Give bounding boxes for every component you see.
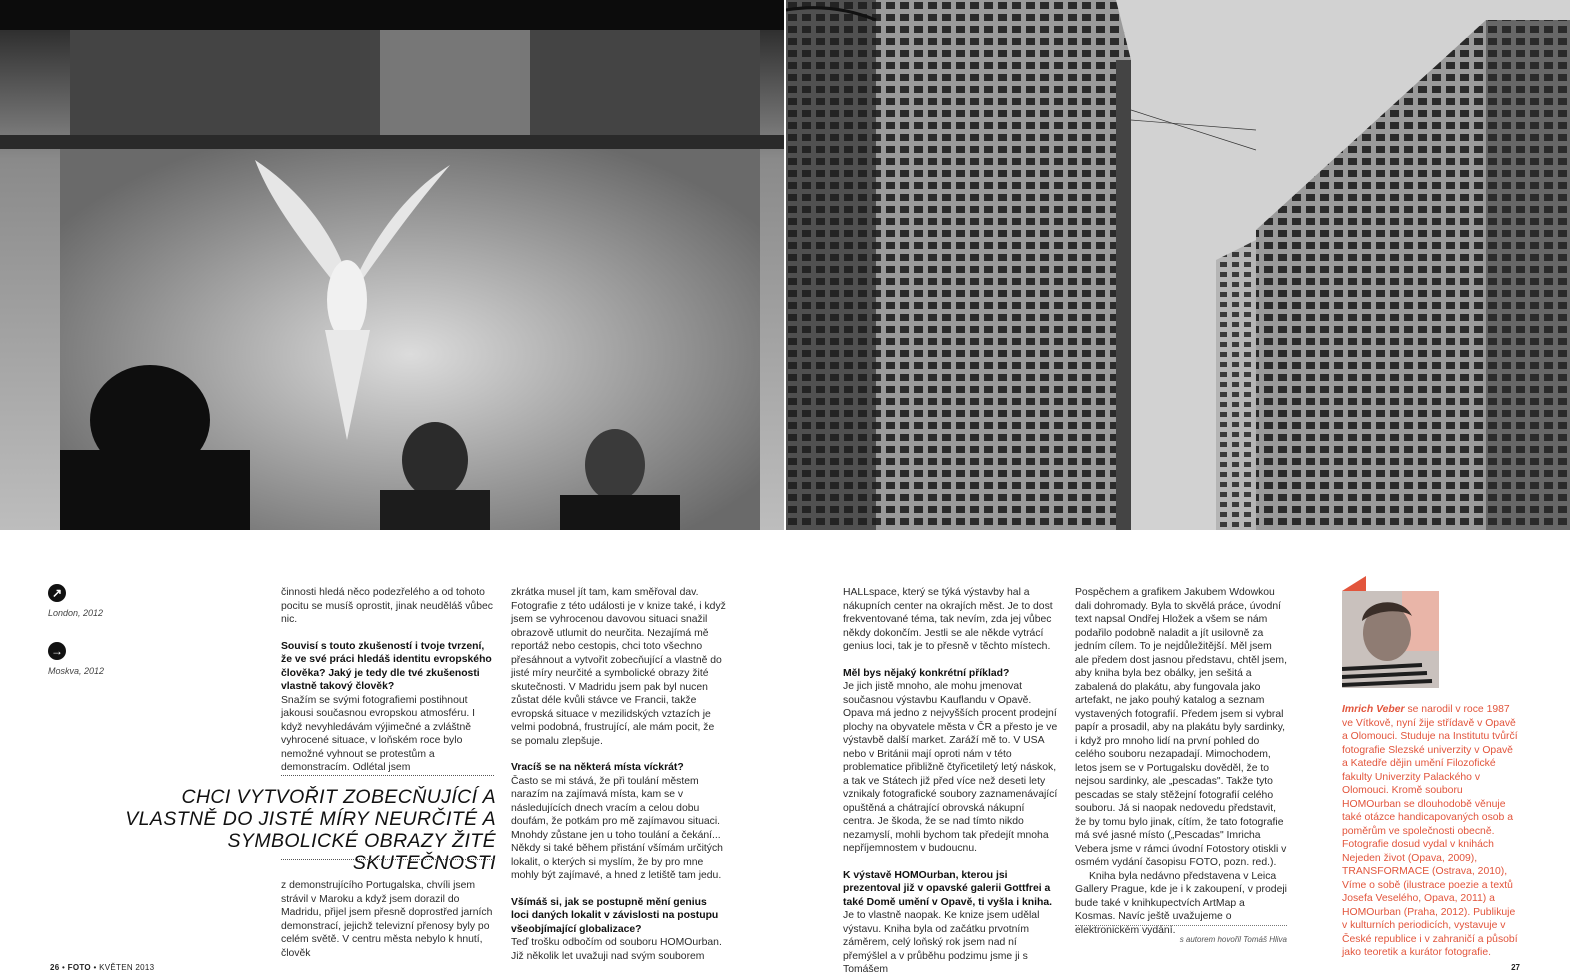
issue-label: KVĚTEN 2013 <box>99 963 155 972</box>
arrow-up-right-icon: ↗ <box>48 584 66 602</box>
article-column-2 <box>511 586 726 963</box>
paragraph: Pospěchem a grafikem Jakubem Wdowkou dali dohromady. Byla to skvělá práce, úvodní text napsal Ondřej Hložek a všem se nám podařilo podobně naladit a jít usilovně za jedním cílem. To je nejdůležitější. Měl jsem ale předem dost jasnou představu, chtěl jsem, aby kniha byla bez obálky, jen sešitá a zabalená do plakátu, aby fungovala jako artefakt, ne jako pouhý katalog a seznam vystavených fotografií. Předem jsem si vybral papír a prosadil, aby na plakátu byly sardinky, i když pro mnoho lidí na první pohled do celého souboru nezapadají. Mimochodem, letos jsem se v Portugalsku dověděl, že to nejsou sardinky, ale „pescadas". Takže tyto pescadas se staly stěžejní fotografií celého souboru. Já si naopak nedovedu představit, že by tomu bylo jinak, cítím, že tato fotografie má své jasné místo („Pescadas" Imricha Vebera jsme v rámci úvodní Fotostory otiskli v osmém vydání časopisu FOTO, pozn. red.). <box>1075 587 1287 868</box>
article-column-4 <box>1075 586 1287 937</box>
paragraph: z demonstrujícího Portugalska, chvíli jsem strávil v Maroku a když jsem dorazil do Madridu, přijel jsem přesně doprostřed jarních demonstrací, jejichž televizní přenosy byly po celém světě. V centru města nebylo k hnutí, člověk <box>281 880 493 959</box>
footer-separator: • <box>93 963 100 972</box>
page-number-right: 27 <box>1511 963 1520 972</box>
interview-question: K výstavě HOMOurban, kterou jsi prezentoval již v opavské galerii Gottfrei a také Domě umění v Opavě, ti vyšla i kniha. <box>843 869 1053 908</box>
interview-answer: Snažím se svými fotografiemi postihnout jakousi současnou evropskou atmosféru. I když nevyhledávám výjimečné a zvláštně vyhrocené situace, v loňském roce bylo nemožné vyhnout se protestům a demonstracím. Odlétal jsem <box>281 694 476 773</box>
article-column-1-continued <box>281 879 496 960</box>
paragraph: Kniha byla nedávno představena v Leica Gallery Prague, kde je i k zakoupení, v prodeji bude také v knihkupectvích ArtMap a Kosmas. Navíc ještě uvažujeme o elektronickém vydání. <box>1075 870 1287 936</box>
paragraph: činnosti hledá něco podezřelého a od tohoto pocitu se musíš oprostit, jinak neuděláš vůbec nic. <box>281 587 493 625</box>
interview-answer: Teď trošku odbočím od souboru HOMOurban. Již několik let uvažuji nad svým souborem <box>511 937 722 962</box>
photo-caption-london: London, 2012 <box>48 608 104 618</box>
arrow-right-icon: → <box>48 642 66 660</box>
pullquote-top-rule <box>281 775 494 776</box>
interview-answer: Je jich jistě mnoho, ale mohu jmenovat současnou výstavbu Kauflandu v Opavě. Opava má jedno z nejvyšších procent prodejní plochy na obyvatele města v ČR a přesto je ve výstavbě další market. Zaráží mě to. V USA nebo v Británii mají oproti nám v této problematice přibližně čtyřicetiletý letý náskok, a tak ve Státech již před více než deseti lety vznikaly fotografické soubory zaznamenávající opuštěná a chátrající obrovská nákupní centra. Je škoda, že se nad tímto nikdo nezamyslí, mohli bychom tak předejít mnoha nepříjemnostem v budoucnu. <box>843 681 1058 854</box>
pullquote: CHCI VYTVOŘIT ZOBECŇUJÍCÍ A VLASTNĚ DO JISTÉ MÍRY NEURČITÉ A SYMBOLICKÉ OBRAZY ŽITÉ SKUTEČNOSTI <box>125 786 496 874</box>
interview-answer: Často se mi stává, že při toulání městem narazím na zajímavá místa, kam se v následujících dnech vracím a celou dobu doufám, že potkám pro mě zajímavou situaci. Mnohdy zůstane jen u toho toulání a čekání... Někdy si také během přistání všímám určitých lokalit, o kterých si myslím, že by pro mne mohly být zajímavé, a hned z letiště tam jedu. <box>511 775 723 881</box>
interview-question: Vracíš se na některá místa víckrát? <box>511 762 684 773</box>
author-portrait <box>1342 591 1439 688</box>
author-bio-text: se narodil v roce 1987 ve Vítkově, nyní žije střídavě v Opavě a Olomouci. Studuje na Institutu tvůrčí fotografie Slezské univerzity v Opavě a Katedře dějin umění Filozofické fakulty Univerzity Palackého v Olomouci. Kromě souboru HOMOurban se dlouhodobě věnuje také otázce handicapovaných osob a poměrům ve společnosti obecně. Fotografie dosud vydal v knihách Nejeden život (Opava, 2009), TRANSFORMACE (Ostrava, 2010), Víme o sobě (ilustrace poezie a textů Josefa Veselého, Opava, 2011) a HOMOurban (Praha, 2012). Publikuje v kulturních periodicích, vystavuje v České republice i v zahraničí a působí jako teoretik a kurátor fotografie. <box>1342 704 1518 958</box>
accent-flag <box>1342 576 1366 591</box>
footer-separator: • <box>62 963 68 972</box>
footer-left <box>50 963 154 972</box>
photo-london <box>0 0 784 530</box>
paragraph: HALLspace, který se týká výstavby hal a nákupních center na okrajích měst. Je to dost frekventované téma, tak nevím, zda jej vůbec někdy dokončím. Jestli se ale někde vytrácí genius loci, tak je to přesně v těchto místech. <box>843 587 1053 652</box>
article-column-1 <box>281 586 496 775</box>
interview-answer: Je to vlastně naopak. Ke knize jsem udělal výstavu. Kniha byla od začátku prvotním záměrem, celý loňský rok jsem nad ní přemýšlel a v průběhu podzimu jsme ji s Tomášem <box>843 910 1040 975</box>
paragraph: zkrátka musel jít tam, kam směřoval dav. Fotografie z této události je v knize také, i když jsem se vyhrocenou davovou situaci snažil obrazově utlumit do neurčita. Nezajímá mě reportáž nebo cestopis, chci toto všechno přesáhnout a vytvořit zobecňující a vlastně do jisté míry neurčité a symbolické obrazy žité skutečnosti. V Madridu jsem pak byl nucen zůstat déle kvůli stávce ve Francii, takže evropská situace v mezilidských vztazích je velmi podobná, frustrující, ale mám pocit, že se pomalu zlepšuje. <box>511 587 726 747</box>
author-bio <box>1342 703 1518 960</box>
author-name: Imrich Veber <box>1342 704 1405 715</box>
magazine-name: FOTO <box>67 963 91 972</box>
photo-moskva <box>786 0 1570 530</box>
article-column-3 <box>843 586 1058 977</box>
page-number-left: 26 <box>50 963 60 972</box>
interview-question: Měl bys nějaký konkrétní příklad? <box>843 667 1010 679</box>
interviewer-credit: s autorem hovořil Tomáš Hliva <box>1179 935 1287 944</box>
interview-question: Všímáš si, jak se postupně mění genius loci daných lokalit v závislosti na postupu všeobjímající globalizace? <box>511 896 719 935</box>
photo-caption-moskva: Moskva, 2012 <box>48 666 105 676</box>
pullquote-bottom-rule <box>281 859 494 860</box>
credit-rule <box>1075 925 1287 926</box>
interview-question: Souvisí s touto zkušeností i tvoje tvrzení, že ve své práci hledáš identitu evropského člověka? Jaký je tedy dle tvé zkušenosti vlastně takový člověk? <box>281 640 492 692</box>
